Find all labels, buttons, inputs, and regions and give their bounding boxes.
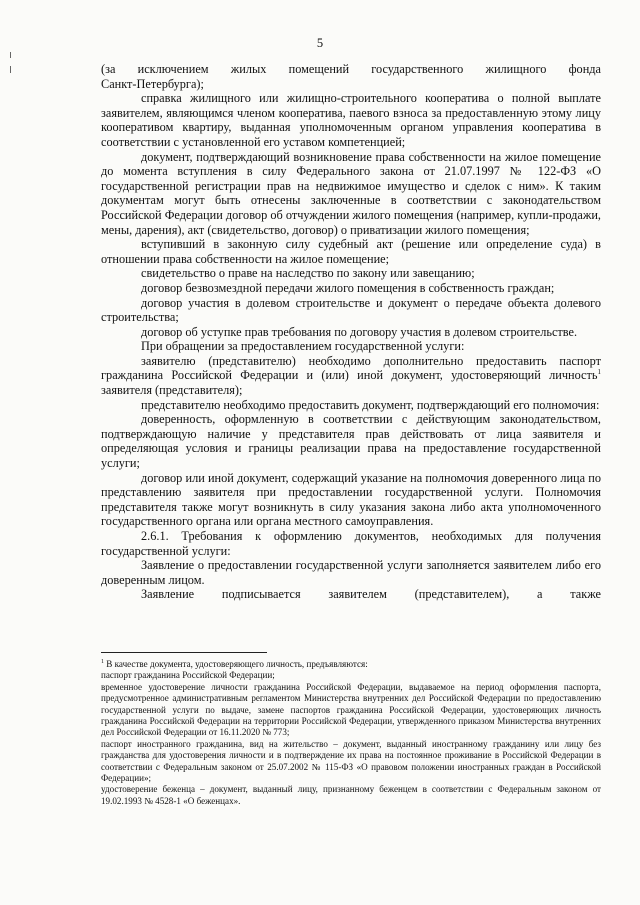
footnote-marker: 1 (101, 659, 104, 665)
footnotes (101, 659, 601, 807)
paragraph: представителю необходимо предоставить документ, подтверждающий его полномочия: (141, 397, 600, 412)
paragraph-text: заявителю (представителю) необходимо дополнительно предоставить паспорт гражданина Российской Федерации и (или) иной документ, удостоверяющий личность (101, 353, 601, 383)
scan-margin-mark (10, 66, 11, 73)
footnote-item: временное удостоверение личности гражданина Российской Федерации, выдаваемое на период оформления паспорта, предусмотренное административным регламентом Министерства внутренних дел Российской Федерации по предоставлению государственной услуги по выдаче, замене паспортов гражданина Российской Федерации, удостоверяющих личность гражданина Российской Федерации на территории Российской Федерации, утвержденного приказом Министерства внутренних дел Российской Федерации от 16.11.2020 № 773; (101, 681, 601, 738)
footnote-reference: 1 (597, 368, 601, 377)
paragraph: договор участия в долевом строительстве и документ о передаче объекта долевого строительства; (101, 295, 601, 325)
paragraph: вступивший в законную силу судебный акт (решение или определение суда) в отношении права собственности на жилое помещение; (101, 237, 601, 266)
paragraph: Заявление о предоставлении государственной услуги заполняется заявителем либо его доверенным лицом. (101, 558, 601, 587)
footnote-item: паспорт гражданина Российской Федерации; (101, 670, 275, 681)
paragraph: Заявление подписывается заявителем (представителем), а также (141, 587, 601, 602)
page-number: 5 (316, 36, 324, 50)
paragraph: документ, подтверждающий возникновение права собственности на жилое помещение до момента вступления в силу Федерального закона от 21.07.1997 № 122-ФЗ «О государственной регистрации прав на недвижимое имущество и сделок с ним». К таким документам могут быть отнесены заключенные в соответствии с законодательством Российской Федерации договор об отчуждении жилого помещения (например, купли-продажи, мены, дарения), акт (свидетельство, договор) о приватизации жилого помещения; (101, 149, 601, 237)
paragraph: (за исключением жилых помещений государственного жилищного фонда Санкт-Петербурга); (101, 62, 601, 91)
footnote-heading (101, 659, 601, 670)
paragraph: доверенность, оформленную в соответствии с действующим законодательством, подтверждающую наличие у представителя прав действовать от лица заявителя и определяющая условия и границы реализации права на предоставление государственной услуги; (101, 412, 601, 471)
paragraph-with-footnote (101, 354, 601, 398)
paragraph-text: заявителя (представителя); (101, 383, 243, 398)
footnote-separator (101, 652, 267, 653)
paragraph: договор безвозмездной передачи жилого помещения в собственность граждан; (141, 280, 555, 295)
scan-margin-mark (10, 52, 11, 58)
footnote-text: В качестве документа, удостоверяющего личность, предъявляются: (106, 659, 368, 669)
paragraph: договор об уступке прав требования по договору участия в долевом строительстве. (141, 324, 578, 339)
footnote-item: паспорт иностранного гражданина, вид на жительство – документ, выданный иностранному гражданину или лицу без гражданства для удостоверения личности и в подтверждение их права на постоянное проживание в Российской Федерации в соответствии с Федеральным законом от 25.07.2002 № 115-ФЗ «О правовом положении иностранных граждан в Российской Федерации»; (101, 738, 601, 784)
paragraph: 2.6.1. Требования к оформлению документов, необходимых для получения государственной услуги: (101, 529, 601, 558)
document-body (101, 62, 601, 602)
paragraph: При обращении за предоставлением государственной услуги: (141, 339, 465, 354)
paragraph: договор или иной документ, содержащий указание на полномочия доверенного лица по представлению заявителя при предоставлении государственной услуги. Полномочия представителя также могут возникнуть в силу указания закона либо акта уполномоченного государственного органа или органа местного самоуправления. (101, 470, 601, 529)
paragraph: справка жилищного или жилищно-строительного кооператива о полной выплате заявителем, являющимся членом кооператива, паевого взноса за предоставленную этому лицу кооперативом квартиру, выданная уполномоченным органом управления кооператива в соответствии с установленной его уставом компетенцией; (101, 91, 601, 149)
paragraph: свидетельство о праве на наследство по закону или завещанию; (141, 266, 475, 281)
footnote-item: удостоверение беженца – документ, выданный лицу, признанному беженцем в соответствии с Федеральным законом от 19.02.1993 № 4528-1 «О беженцах». (101, 784, 601, 806)
